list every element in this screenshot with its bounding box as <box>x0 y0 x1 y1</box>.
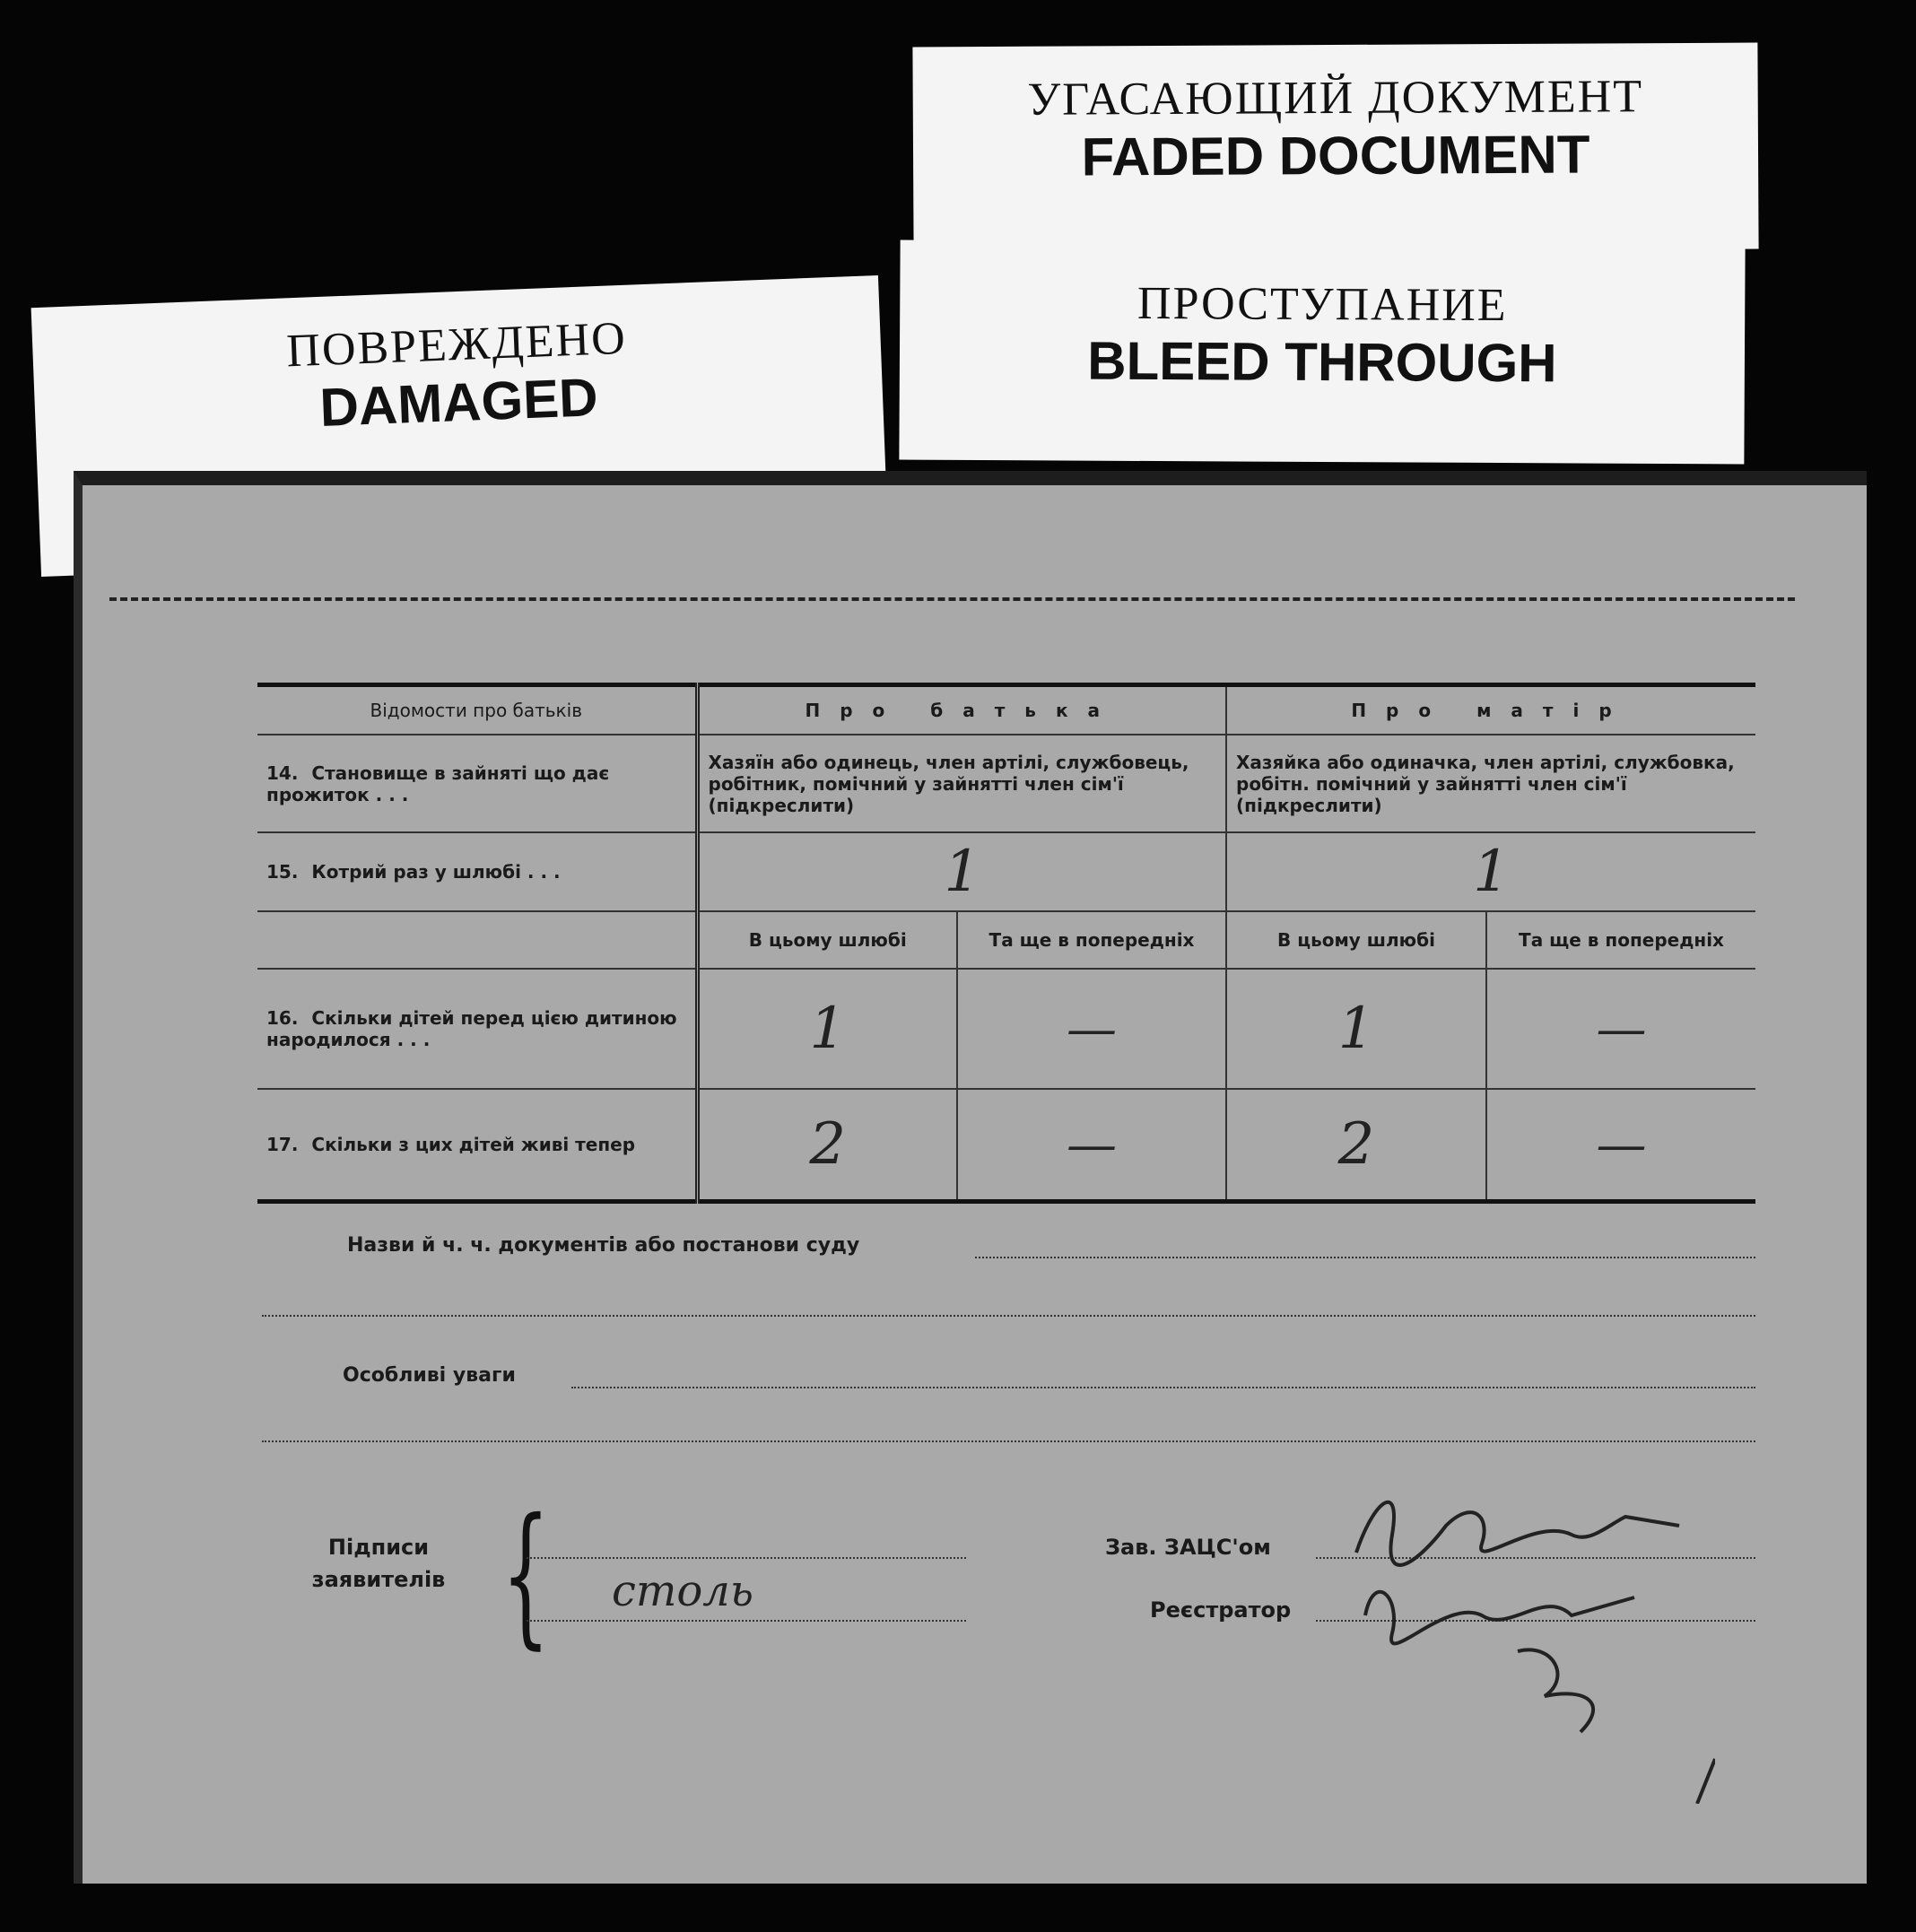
handwritten-signatures-graphic <box>1338 1463 1715 1804</box>
q17-number: 17. <box>266 1134 299 1155</box>
q15-father-value: 1 <box>697 832 1226 911</box>
faded-en-text: FADED DOCUMENT <box>1081 124 1590 187</box>
table-row <box>257 969 1755 1089</box>
subheader-father-prev: Та ще в попередніх <box>957 911 1226 969</box>
q14-label: Становище в зайняті що дає прожиток . . . <box>266 761 610 805</box>
registrar-label: Реєстратор <box>1150 1597 1292 1623</box>
q17-label: Скільки з цих дітей живі тепер <box>311 1134 636 1155</box>
subheader-father-this: В цьому шлюбі <box>697 911 957 969</box>
q16-mother-prev: — <box>1486 969 1755 1089</box>
bleed-en-text: BLEED THROUGH <box>1087 330 1557 394</box>
remarks-label: Особливі уваги <box>343 1364 516 1387</box>
q14-label-cell <box>257 735 697 832</box>
documents-label: Назви й ч. ч. документів або постанови суду <box>347 1234 860 1257</box>
remarks-dotted-line <box>571 1387 1755 1388</box>
q14-number: 14. <box>266 761 299 784</box>
q15-label: Котрий раз у шлюбі . . . <box>311 861 561 883</box>
q15-mother-value: 1 <box>1226 832 1755 911</box>
q16-father-prev: — <box>957 969 1226 1089</box>
q17-mother-prev: — <box>1486 1089 1755 1202</box>
applicants-label-line1: Підписи <box>327 1535 430 1560</box>
subheader-mother-prev: Та ще в попередніх <box>1486 911 1755 969</box>
bleed-ru-text: ПРОСТУПАНИЕ <box>1137 277 1508 332</box>
q17-label-cell <box>257 1089 697 1202</box>
q17-father-this: 2 <box>697 1089 957 1202</box>
damaged-en-text: DAMAGED <box>318 367 599 438</box>
header-mother: Про матір <box>1226 685 1755 735</box>
q17-father-prev: — <box>957 1089 1226 1202</box>
table-row <box>257 832 1755 911</box>
applicant-signature-line-1 <box>527 1557 966 1559</box>
header-parents-info: Відомости про батьків <box>257 685 697 735</box>
faded-document-card <box>912 43 1758 254</box>
q14-father-value: Хазяїн або одинець, член артілі, службовець, робітник, помічний у зайнятті член сім'ї (підкреслити) <box>697 735 1226 832</box>
faded-ru-text: УГАСАЮЩИЙ ДОКУМЕНТ <box>1027 71 1644 126</box>
table-row <box>257 1089 1755 1202</box>
brace-icon: { <box>501 1486 551 1664</box>
q15-label-cell <box>257 832 697 911</box>
header-father: Про батька <box>697 685 1226 735</box>
table-header-row <box>257 685 1755 735</box>
q16-mother-this: 1 <box>1226 969 1486 1089</box>
q17-mother-this: 2 <box>1226 1089 1486 1202</box>
documents-dotted-line <box>975 1257 1755 1258</box>
applicant-signature-line-2 <box>527 1620 966 1622</box>
q16-label: Скільки дітей перед цією дитиною народилося . . . <box>266 1007 677 1050</box>
documents-dotted-line-2 <box>262 1315 1755 1317</box>
subheader-mother-this: В цьому шлюбі <box>1226 911 1486 969</box>
q15-number: 15. <box>266 861 299 883</box>
table-row <box>257 735 1755 832</box>
bleed-through-card <box>899 240 1745 465</box>
q14-mother-value: Хазяйка або одиначка, член артілі, службовка, робітн. помічний у зайнятті член сім'ї (підкреслити) <box>1226 735 1755 832</box>
head-zags-label: Зав. ЗАЦС'ом <box>1105 1535 1271 1560</box>
q16-number: 16. <box>266 1007 299 1029</box>
table-subheader-row <box>257 911 1755 969</box>
applicants-signatures-label <box>307 1535 450 1592</box>
applicants-label-line2: заявителів <box>311 1567 446 1592</box>
document-sheet <box>74 471 1867 1884</box>
parents-info-table <box>257 683 1755 1204</box>
remarks-dotted-line-2 <box>262 1440 1755 1442</box>
perforation-line <box>109 597 1795 601</box>
applicant-handwritten-signature: столь <box>612 1566 753 1616</box>
empty-cell <box>257 911 697 969</box>
q16-label-cell <box>257 969 697 1089</box>
damaged-ru-text: ПОВРЕЖДЕНО <box>285 312 628 378</box>
q16-father-this: 1 <box>697 969 957 1089</box>
